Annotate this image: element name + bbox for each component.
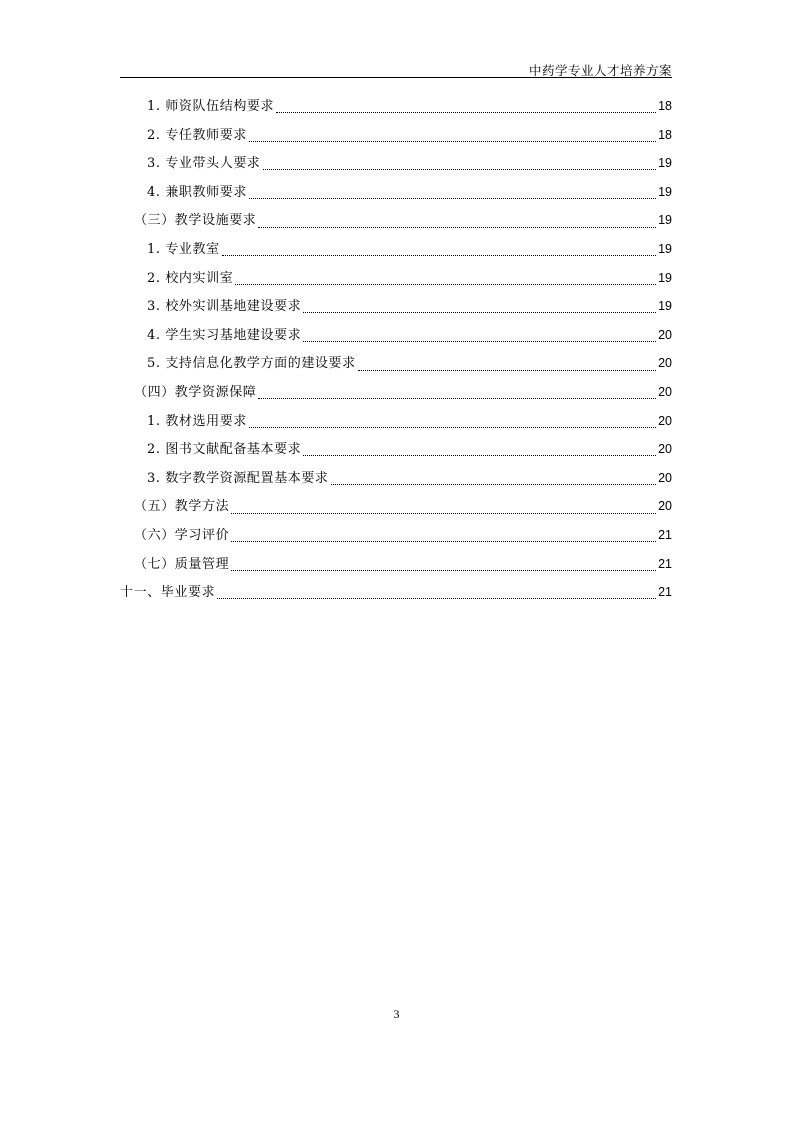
toc-entry-title: 3. 数字教学资源配置基本要求 xyxy=(147,470,329,486)
toc-entry-page: 20 xyxy=(658,499,672,514)
toc-entry-title: 2. 专任教师要求 xyxy=(147,127,247,143)
toc-entry[interactable] xyxy=(120,521,672,550)
toc-entry-title: 1. 教材选用要求 xyxy=(147,413,247,429)
toc-entry-page: 20 xyxy=(658,384,672,399)
toc-entry-title: （七）质量管理 xyxy=(134,556,230,572)
toc-dot-leader xyxy=(358,369,656,371)
toc-dot-leader xyxy=(249,197,656,199)
toc-entry[interactable] xyxy=(120,407,672,436)
toc-entry[interactable] xyxy=(120,349,672,378)
toc-dot-leader xyxy=(249,140,656,142)
toc-entry-page: 19 xyxy=(658,184,672,199)
toc-dot-leader xyxy=(235,283,656,285)
toc-entry[interactable] xyxy=(120,121,672,150)
toc-entry[interactable] xyxy=(120,206,672,235)
toc-entry-page: 19 xyxy=(658,213,672,228)
toc-dot-leader xyxy=(258,226,656,228)
toc-dot-leader xyxy=(231,569,656,571)
page-number: 3 xyxy=(393,1007,400,1021)
running-header: 中药学专业人才培养方案 xyxy=(528,63,672,78)
toc-entry-page: 20 xyxy=(658,413,672,428)
toc-entry-title: 3. 专业带头人要求 xyxy=(147,156,261,172)
toc-dot-leader xyxy=(276,111,656,113)
toc-entry-page: 19 xyxy=(658,241,672,256)
toc-entry-title: 1. 专业教室 xyxy=(147,241,220,257)
toc-entry[interactable] xyxy=(120,550,672,579)
toc-entry[interactable] xyxy=(120,235,672,264)
toc-entry[interactable] xyxy=(120,321,672,350)
toc-entry-title: （六）学习评价 xyxy=(134,527,230,543)
toc-entry[interactable] xyxy=(120,292,672,321)
toc-entry-page: 21 xyxy=(658,556,672,571)
toc-entry-title: 1. 师资队伍结构要求 xyxy=(147,99,275,114)
toc-entry[interactable] xyxy=(120,492,672,521)
toc-dot-leader xyxy=(249,426,656,428)
toc-dot-leader xyxy=(258,397,656,399)
toc-entry[interactable] xyxy=(120,578,672,607)
toc-entry-page: 19 xyxy=(658,156,672,171)
toc-entry[interactable] xyxy=(120,178,672,207)
toc-dot-leader xyxy=(331,483,657,485)
toc-entry[interactable] xyxy=(120,92,672,121)
toc-entry[interactable] xyxy=(120,149,672,178)
toc-dot-leader xyxy=(303,340,656,342)
toc-entry-title: 3. 校外实训基地建设要求 xyxy=(147,299,302,315)
toc-entry-page: 20 xyxy=(658,470,672,485)
header-rule xyxy=(120,77,672,78)
toc-entry-page: 19 xyxy=(658,270,672,285)
toc-entry-title: 4. 兼职教师要求 xyxy=(147,184,247,200)
toc-entry-title: （四）教学资源保障 xyxy=(134,384,257,400)
toc-entry[interactable] xyxy=(120,464,672,493)
toc-entry-title: 4. 学生实习基地建设要求 xyxy=(147,327,302,343)
table-of-contents xyxy=(120,92,672,607)
toc-dot-leader xyxy=(263,168,657,170)
toc-entry-title: 十一、毕业要求 xyxy=(120,585,216,601)
toc-entry-title: 2. 校内实训室 xyxy=(147,270,234,286)
toc-entry-title: 2. 图书文献配备基本要求 xyxy=(147,442,302,458)
toc-entry-page: 21 xyxy=(658,527,672,542)
toc-dot-leader xyxy=(231,540,656,542)
toc-entry[interactable] xyxy=(120,264,672,293)
toc-dot-leader xyxy=(217,597,656,599)
toc-entry-page: 19 xyxy=(658,299,672,314)
toc-dot-leader xyxy=(303,454,656,456)
toc-entry-page: 18 xyxy=(658,99,672,113)
toc-entry-title: （五）教学方法 xyxy=(134,499,230,515)
toc-entry-page: 20 xyxy=(658,327,672,342)
toc-entry[interactable] xyxy=(120,435,672,464)
toc-dot-leader xyxy=(231,512,656,514)
toc-dot-leader xyxy=(303,311,656,313)
toc-entry-page: 20 xyxy=(658,356,672,371)
toc-dot-leader xyxy=(222,254,656,256)
toc-entry-page: 21 xyxy=(658,585,672,600)
toc-entry[interactable] xyxy=(120,378,672,407)
toc-entry-page: 18 xyxy=(658,127,672,142)
toc-entry-title: （三）教学设施要求 xyxy=(134,213,257,229)
toc-entry-page: 20 xyxy=(658,442,672,457)
toc-entry-title: 5. 支持信息化教学方面的建设要求 xyxy=(147,356,356,372)
